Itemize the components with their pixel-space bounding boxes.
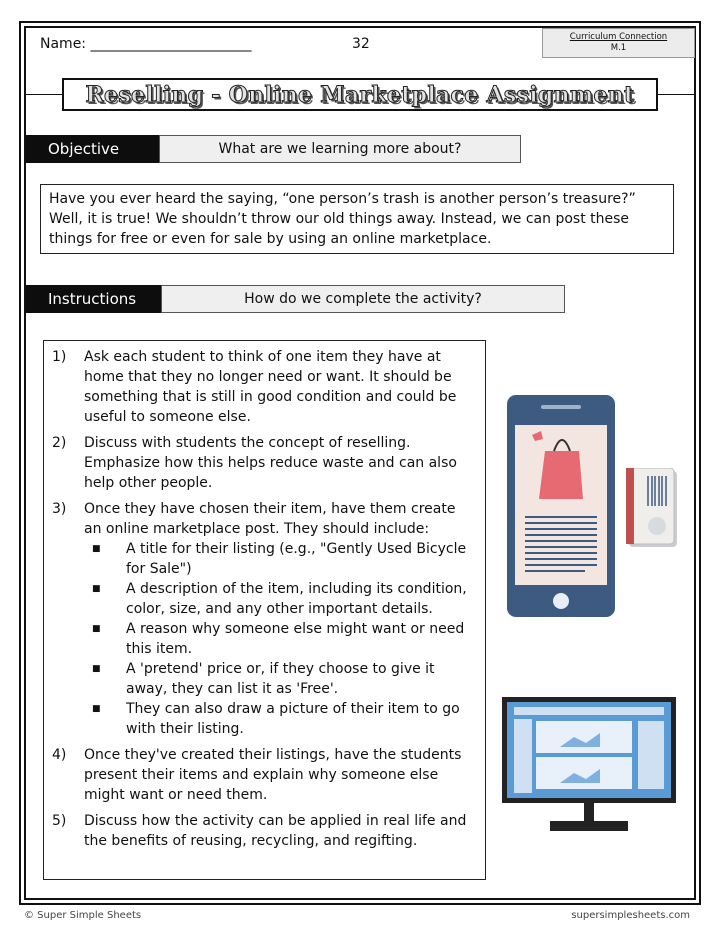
list-item [84,539,477,579]
curriculum-connection-box [542,28,695,58]
curriculum-code: M.1 [610,43,627,53]
objective-question: What are we learning more about? [159,135,521,163]
step-number: 3) [52,501,67,517]
smartphone-illustration [505,393,617,619]
listing-card [536,721,632,753]
phone-screen [515,425,607,585]
step-text: Ask each student to think of one item they have at home that they no longer need or want. It should be something that is still in good condition and could be useful to someone else. [84,349,457,425]
curriculum-title: Curriculum Connection [569,32,668,42]
bullet-icon: ■ [92,544,101,554]
phone-speaker [541,405,581,409]
step-number: 1) [52,349,67,365]
home-button-icon [553,593,569,609]
monitor-illustration [502,697,676,837]
card-stripe [626,468,634,544]
card-illustration [626,468,678,548]
instructions-question: How do we complete the activity? [161,285,565,313]
step-number: 4) [52,747,67,763]
list-item [84,659,477,699]
monitor-stand [550,821,628,831]
step-1 [52,347,477,427]
name-field: Name: _______________________ [40,36,252,52]
title-banner [62,78,658,111]
bullet-icon: ■ [92,624,101,634]
step-5 [52,811,477,851]
step-text: Discuss how the activity can be applied in real life and the benefits of reusing, recycling, and regifting. [84,813,467,849]
step-2 [52,433,477,493]
instructions-label: Instructions [26,285,161,313]
bullet-icon: ■ [92,704,101,714]
footer-copyright: © Super Simple Sheets [24,910,142,921]
step-text: Once they've created their listings, have the students present their items and explain why someone else might want or need them. [84,747,462,803]
step-number: 5) [52,813,67,829]
list-item [84,619,477,659]
web-sidebar [514,719,532,793]
instructions-bar [26,285,565,313]
step-3 [52,499,477,739]
footer-website: supersimplesheets.com [571,910,690,921]
listing-requirements-list [84,539,477,739]
objective-label: Objective [26,135,159,163]
objective-bar [26,135,521,163]
card-circle [648,517,666,535]
shopping-bag-icon [539,451,583,499]
web-right-panel [638,721,664,789]
objective-text: Have you ever heard the saying, “one person’s trash is another person’s treasure?” Well, it is true! We shouldn’t throw our old things away. Instead, we can post these things for free or even for sale by using an online marketplace. [40,184,674,254]
step-text: Discuss with students the concept of reselling. Emphasize how this helps reduce waste and can also help other people. [84,435,457,491]
page-title: Reselling - Online Marketplace Assignment [85,81,635,108]
list-item [84,579,477,619]
step-4 [52,745,477,805]
step-text: Once they have chosen their item, have them create an online marketplace post. They should include: [84,501,456,537]
step-number: 2) [52,435,67,451]
browser-bar [514,707,664,715]
instructions-box [43,340,486,880]
monitor-neck [584,803,594,821]
bullet-text: A description of the item, including its condition, color, size, and any other important details. [126,581,467,617]
bullet-text: A 'pretend' price or, if they choose to give it away, they can list it as 'Free'. [126,661,435,697]
bullet-icon: ■ [92,584,101,594]
bullet-icon: ■ [92,664,101,674]
bullet-text: A reason why someone else might want or need this item. [126,621,465,657]
listing-card [536,757,632,789]
bullet-text: A title for their listing (e.g., "Gently Used Bicycle for Sale") [126,541,467,577]
page-number: 32 [352,36,370,52]
list-item [84,699,477,739]
bullet-text: They can also draw a picture of their item to go with their listing. [126,701,460,737]
